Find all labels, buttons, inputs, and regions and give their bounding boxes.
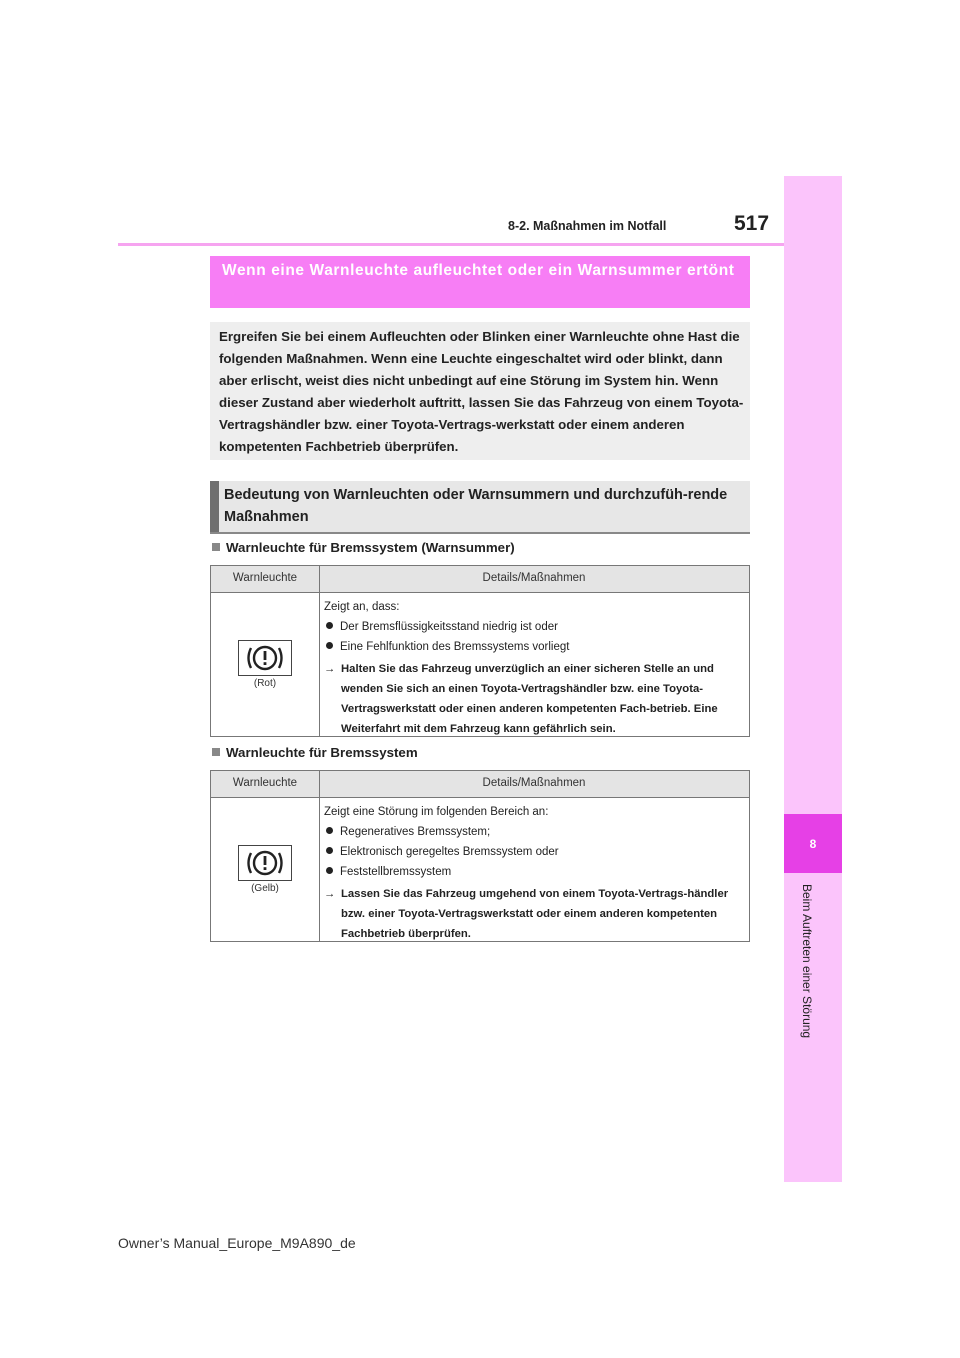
main-heading: Wenn eine Warnleuchte aufleuchtet oder ein Warnsummer ertönt: [222, 262, 735, 279]
action-text: → Halten Sie das Fahrzeug unverzüglich an einer sicheren Stelle an und wenden Sie sich an einen Toyota-Vertragshändler bzw. eine Toyota-Vertragswerkstatt oder einen anderen kompetenten Fach-betrieb. Eine Weiterfahrt mit dem Fahrzeug kann gefährlich sein.: [324, 659, 744, 739]
details-cell: [324, 802, 744, 944]
page-number: 517: [734, 212, 770, 235]
meaning-heading: Bedeutung von Warnleuchten oder Warnsummern und durchzufüh-rende Maßnahmen: [224, 487, 728, 525]
intro-text: Ergreifen Sie bei einem Aufleuchten oder Blinken einer Warnleuchte ohne Hast die folgenden Maßnahmen. Wenn eine Leuchte eingeschaltet wird oder blinkt, dann aber erlischt, weist dies nicht unbedingt auf eine Störung im System hin. Wenn dieser Zustand aber wiederholt auftritt, lassen Sie das Fahrzeug von einem Toyota-Vertragshändler bzw. einer Toyota-Vertrags-werkstatt oder einem anderen kompetenten Fachbetrieb überprüfen.: [219, 329, 744, 454]
details-cell: [324, 597, 744, 739]
brake-warning-icon: [238, 640, 292, 676]
footer-text: Owner’s Manual_Europe_M9A890_de: [118, 1235, 356, 1251]
main-heading-box: [210, 256, 750, 308]
arrow-icon: →: [324, 663, 336, 675]
list-item: Eine Fehlfunktion des Bremssystems vorliegt: [324, 637, 744, 657]
bullet-icon: [326, 847, 333, 854]
chapter-number: 8: [809, 836, 817, 851]
list-item: Regeneratives Bremssystem;: [324, 822, 744, 842]
icon-cell: [211, 593, 320, 737]
bullet-icon: [326, 867, 333, 874]
warning-table: [210, 770, 750, 942]
section-label: 8-2. Maßnahmen im Notfall: [508, 219, 667, 233]
subheading-text: Warnleuchte für Bremssystem: [226, 745, 418, 760]
table-header: [211, 771, 749, 798]
column-header-details: Details/Maßnahmen: [482, 572, 586, 584]
header-rule: [118, 243, 784, 246]
square-bullet-icon: [212, 748, 220, 756]
intro-box: [210, 322, 750, 460]
heading-bar: [210, 481, 219, 532]
action-text: → Lassen Sie das Fahrzeug umgehend von einem Toyota-Vertrags-händler bzw. einer Toyota-Vertragswerkstatt oder einem anderen kompetenten Fachbetrieb überprüfen.: [324, 884, 744, 944]
warning-table: [210, 565, 750, 737]
arrow-icon: →: [324, 888, 336, 900]
column-header-details: Details/Maßnahmen: [482, 777, 586, 789]
table-header: [211, 566, 749, 593]
side-tab-title: Beim Auftreten einer Störung: [800, 884, 814, 1039]
bullet-icon: [326, 622, 333, 629]
meaning-heading-box: [210, 481, 750, 534]
bullet-icon: [326, 642, 333, 649]
column-header-warning-light: Warnleuchte: [211, 566, 320, 592]
list-item: Der Bremsflüssigkeitsstand niedrig ist oder: [324, 617, 744, 637]
icon-caption: (Gelb): [251, 883, 279, 894]
subheading-text: Warnleuchte für Bremssystem (Warnsummer): [226, 540, 515, 555]
icon-cell: [211, 798, 320, 942]
table-row: [211, 798, 749, 942]
subheading-brake: [212, 745, 418, 760]
details-intro: Zeigt eine Störung im folgenden Bereich an:: [324, 806, 549, 818]
chapter-box: [784, 814, 842, 873]
column-header-warning-light: Warnleuchte: [211, 771, 320, 797]
list-item: Elektronisch geregeltes Bremssystem oder: [324, 842, 744, 862]
square-bullet-icon: [212, 543, 220, 551]
details-intro: Zeigt an, dass:: [324, 601, 400, 613]
icon-caption: (Rot): [253, 678, 277, 689]
table-row: [211, 593, 749, 737]
brake-warning-icon: [238, 845, 292, 881]
list-item: Feststellbremssystem: [324, 862, 744, 882]
subheading-brake-buzzer: [212, 540, 515, 555]
bullet-icon: [326, 827, 333, 834]
